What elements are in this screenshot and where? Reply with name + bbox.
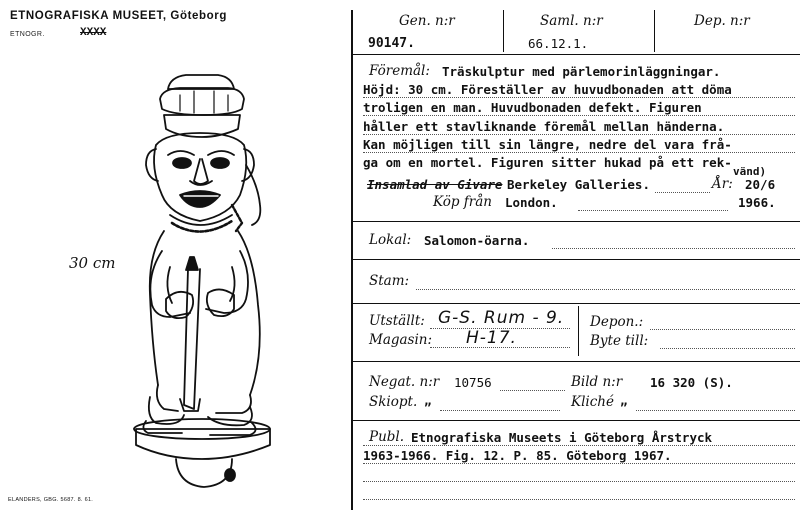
publ-line-2: 1963-1966. Fig. 12. P. 85. Göteborg 1967. — [363, 448, 672, 463]
rule-line — [363, 445, 795, 446]
rule-line — [363, 134, 795, 135]
foremal-line-2: Höjd: 30 cm. Föreställer av huvudbonaden att döma — [363, 82, 732, 97]
lokal-rule — [353, 259, 800, 260]
byte-label: Byte till: — [590, 333, 649, 349]
foremal-rule — [353, 221, 800, 222]
rule-line — [363, 152, 795, 153]
gen-value: 90147. — [368, 36, 415, 51]
header-rule — [353, 54, 800, 55]
kop-year: 1966. — [738, 195, 776, 210]
rule-line — [363, 463, 795, 464]
rule-line — [363, 499, 795, 500]
magasin-value: H-17. — [466, 328, 517, 348]
photo-rule — [353, 420, 800, 421]
storage-divider — [578, 306, 579, 356]
rule-line — [416, 289, 795, 290]
foremal-line-5: Kan möjligen till sin längre, nedre del vara frå- — [363, 137, 732, 152]
rule-line — [500, 390, 565, 391]
kop-label: Köp från — [433, 194, 492, 210]
negat-value: 10756 — [454, 375, 492, 390]
foremal-line-3: troligen en man. Huvudbonaden defekt. Figuren — [363, 100, 702, 115]
magasin-label: Magasin: — [369, 332, 433, 348]
etnogr-label: ETNOGR. — [10, 31, 45, 38]
bild-label: Bild n:r — [571, 374, 623, 390]
utstallt-label: Utställt: — [369, 313, 425, 329]
saml-label: Saml. n:r — [540, 13, 603, 29]
bild-value: 16 320 (S). — [650, 375, 733, 390]
depon-label: Depon.: — [590, 314, 644, 330]
storage-rule — [353, 361, 800, 362]
card-divider — [351, 10, 353, 510]
museum-header: ETNOGRAFISKA MUSEET, Göteborg — [10, 10, 227, 22]
gen-label: Gen. n:r — [399, 13, 455, 29]
height-note: 30 cm — [69, 254, 116, 272]
foremal-line-6: ga om en mortel. Figuren sitter hukad på ett rek- — [363, 155, 732, 170]
rule-line — [440, 410, 560, 411]
foremal-line-1: Träskulptur med pärlemorinläggningar. — [442, 64, 721, 79]
kliche-label: Kliché — [571, 394, 614, 410]
rule-line — [655, 192, 710, 193]
stam-rule — [353, 303, 800, 304]
saml-value: 66.12.1. — [528, 36, 589, 51]
rule-line — [363, 481, 795, 482]
kop-value: London. — [505, 195, 558, 210]
collector-struck: Insamlad av Givare — [367, 177, 503, 192]
foremal-line-6-overflow: vänd) — [733, 165, 767, 178]
collector-value: Berkeley Galleries. — [507, 177, 650, 192]
etnogr-crossed-number: XXXX — [80, 27, 107, 39]
stam-label: Stam: — [369, 273, 410, 289]
rule-line — [578, 210, 728, 211]
header-divider-2 — [654, 10, 655, 52]
rule-line — [660, 348, 795, 349]
publ-line-1: Etnografiska Museets i Göteborg Årstryck — [411, 430, 713, 445]
lokal-value: Salomon-öarna. — [424, 233, 530, 248]
negat-label: Negat. n:r — [369, 374, 440, 390]
rule-line — [363, 115, 795, 116]
rule-line — [552, 248, 795, 249]
rule-line — [430, 347, 570, 348]
kliche-value: „ — [620, 393, 628, 408]
rule-line — [636, 410, 795, 411]
rule-line — [650, 329, 795, 330]
year-value: 20/6 — [745, 177, 776, 192]
skiopt-label: Skiopt. — [369, 394, 418, 410]
header-divider-1 — [503, 10, 504, 52]
rule-line — [363, 97, 795, 98]
publ-label: Publ. — [369, 429, 405, 445]
utstallt-value: G-S. Rum - 9. — [438, 308, 565, 328]
sculpture-drawing — [120, 55, 280, 495]
foremal-line-4: håller ett stavliknande föremål mellan händerna. — [363, 119, 725, 134]
lokal-label: Lokal: — [369, 232, 412, 248]
year-label: År: — [712, 176, 733, 192]
dep-label: Dep. n:r — [694, 13, 750, 29]
printer-mark: ELANDERS, GBG. 5687. 8. 61. — [8, 497, 94, 503]
skiopt-value: „ — [424, 393, 432, 408]
foremal-label: Föremål: — [369, 63, 430, 79]
